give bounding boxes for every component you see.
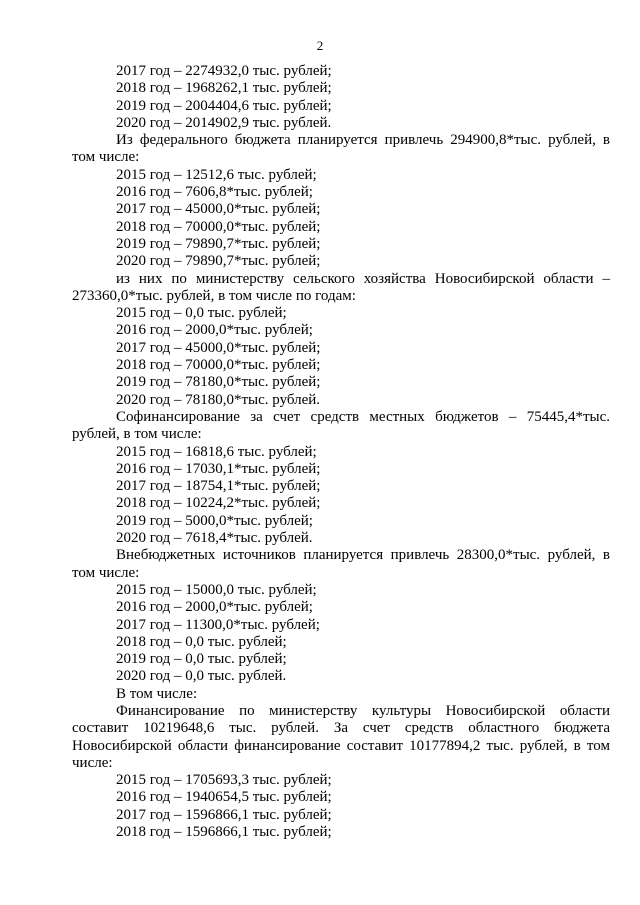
list-item: 2015 год – 16818,6 тыс. рублей; [116,443,317,460]
list-item: 2017 год – 11300,0*тыс. рублей; [116,616,320,633]
list-item: 2016 год – 1940654,5 тыс. рублей; [116,789,332,806]
list-item: 2017 год – 1596866,1 тыс. рублей; [116,806,332,823]
paragraph: Внебюджетных источников планируется привлечь 28300,0*тыс. рублей, в том числе: [72,547,610,581]
list-item: 2015 год – 0,0 тыс. рублей; [116,305,287,322]
list-item: 2017 год – 2274932,0 тыс. рублей; [116,63,332,79]
list-item: 2019 год – 0,0 тыс. рублей; [116,651,287,668]
list-item: 2020 год – 78180,0*тыс. рублей. [116,391,321,408]
list-item: 2017 год – 18754,1*тыс. рублей; [116,478,321,495]
list-item: 2020 год – 79890,7*тыс. рублей; [116,253,321,270]
paragraph: Финансирование по министерству культуры Новосибирской области составит 10219648,6 тыс. рублей. За счет средств областного бюджета Новосибирской области финансирование составит 10177894,2 тыс. рублей, в том числе: [72,702,610,771]
list-item: 2020 год – 7618,4*тыс. рублей. [116,530,313,547]
list-item: 2016 год – 2000,0*тыс. рублей; [116,599,313,616]
list-item: 2018 год – 70000,0*тыс. рублей; [116,357,321,374]
list-item: 2017 год – 45000,0*тыс. рублей; [116,339,321,356]
list-item: 2019 год – 2004404,6 тыс. рублей; [116,97,332,114]
list-item: 2015 год – 15000,0 тыс. рублей; [116,581,317,598]
list-item: 2019 год – 78180,0*тыс. рублей; [116,374,321,391]
list-item: В том числе: [116,685,198,702]
list-item: 2017 год – 45000,0*тыс. рублей; [116,201,321,218]
list-item: 2018 год – 70000,0*тыс. рублей; [116,218,321,235]
paragraph: Из федерального бюджета планируется привлечь 294900,8*тыс. рублей, в том числе: [72,132,610,166]
list-item: 2015 год – 1705693,3 тыс. рублей; [116,772,332,789]
list-item: 2019 год – 79890,7*тыс. рублей; [116,235,321,252]
list-item: 2018 год – 10224,2*тыс. рублей; [116,495,321,512]
list-item: 2016 год – 7606,8*тыс. рублей; [116,184,313,201]
list-item: 2015 год – 12512,6 тыс. рублей; [116,166,317,183]
list-item: 2019 год – 5000,0*тыс. рублей; [116,512,313,529]
page-number: 2 [316,38,324,53]
list-item: 2016 год – 17030,1*тыс. рублей; [116,460,321,477]
list-item: 2016 год – 2000,0*тыс. рублей; [116,322,313,339]
paragraph: из них по министерству сельского хозяйства Новосибирской области – 273360,0*тыс. рублей, в том числе по годам: [72,270,610,304]
document-body [72,63,610,841]
list-item: 2020 год – 0,0 тыс. рублей. [116,668,287,685]
list-item: 2020 год – 2014902,9 тыс. рублей. [116,114,332,131]
list-item: 2018 год – 1968262,1 тыс. рублей; [116,80,332,97]
list-item: 2018 год – 1596866,1 тыс. рублей; [116,824,332,841]
paragraph: Софинансирование за счет средств местных бюджетов – 75445,4*тыс. рублей, в том числе: [72,408,610,443]
list-item: 2018 год – 0,0 тыс. рублей; [116,633,287,650]
